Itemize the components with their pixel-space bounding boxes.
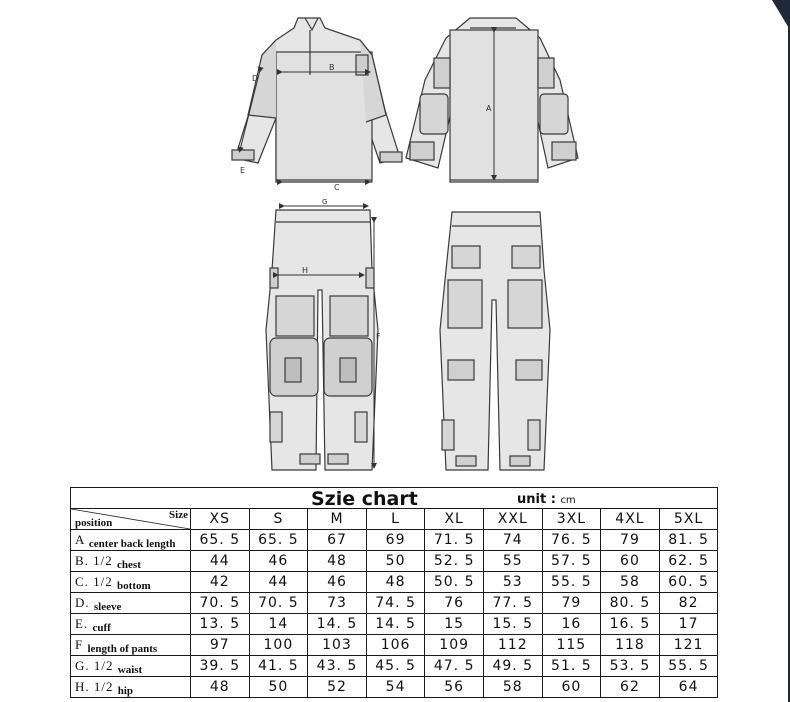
table-cell: 50 bbox=[366, 551, 425, 572]
table-cell: 118 bbox=[601, 635, 660, 656]
table-cell: 48 bbox=[191, 677, 250, 698]
size-header-xxl: XXL bbox=[483, 509, 542, 530]
row-label bbox=[71, 593, 191, 614]
table-cell: 79 bbox=[542, 593, 601, 614]
row-letter: H. 1/2 bbox=[75, 679, 118, 694]
table-cell: 74 bbox=[483, 530, 542, 551]
table-cell: 60. 5 bbox=[659, 572, 718, 593]
table-cell: 58 bbox=[601, 572, 660, 593]
table-row bbox=[71, 614, 718, 635]
table-cell: 79 bbox=[601, 530, 660, 551]
row-letter: F bbox=[75, 637, 88, 652]
unit-label bbox=[517, 492, 576, 507]
table-row bbox=[71, 551, 718, 572]
size-header-3xl: 3XL bbox=[542, 509, 601, 530]
table-cell: 103 bbox=[308, 635, 367, 656]
size-header-label: Size bbox=[169, 509, 188, 521]
corner-decoration bbox=[762, 0, 790, 702]
table-cell: 112 bbox=[483, 635, 542, 656]
row-description: chest bbox=[117, 559, 141, 571]
table-row bbox=[71, 656, 718, 677]
row-label bbox=[71, 614, 191, 635]
shirt-front-drawing bbox=[232, 18, 402, 182]
table-cell: 62 bbox=[601, 677, 660, 698]
table-cell: 81. 5 bbox=[659, 530, 718, 551]
table-row bbox=[71, 593, 718, 614]
position-header-label: position bbox=[75, 517, 113, 529]
table-cell: 46 bbox=[308, 572, 367, 593]
table-cell: 14 bbox=[249, 614, 308, 635]
table-cell: 14. 5 bbox=[366, 614, 425, 635]
table-cell: 58 bbox=[483, 677, 542, 698]
table-cell: 71. 5 bbox=[425, 530, 484, 551]
row-letter: C. 1/2 bbox=[75, 574, 118, 589]
header-row bbox=[71, 509, 718, 530]
row-description: cuff bbox=[92, 622, 111, 634]
table-cell: 70. 5 bbox=[249, 593, 308, 614]
row-label bbox=[71, 572, 191, 593]
row-label bbox=[71, 551, 191, 572]
table-cell: 115 bbox=[542, 635, 601, 656]
table-cell: 69 bbox=[366, 530, 425, 551]
size-header-s: S bbox=[249, 509, 308, 530]
pants-front-drawing bbox=[266, 210, 378, 470]
table-cell: 57. 5 bbox=[542, 551, 601, 572]
size-header-l: L bbox=[366, 509, 425, 530]
table-cell: 60 bbox=[601, 551, 660, 572]
table-cell: 14. 5 bbox=[308, 614, 367, 635]
table-cell: 41. 5 bbox=[249, 656, 308, 677]
table-cell: 109 bbox=[425, 635, 484, 656]
size-table bbox=[70, 487, 718, 698]
row-description: waist bbox=[117, 664, 143, 676]
diagram-label-c: C bbox=[334, 183, 340, 192]
table-cell: 50 bbox=[249, 677, 308, 698]
size-header-4xl: 4XL bbox=[601, 509, 660, 530]
table-cell: 55 bbox=[483, 551, 542, 572]
table-row bbox=[71, 530, 718, 551]
table-cell: 70. 5 bbox=[191, 593, 250, 614]
table-cell: 44 bbox=[191, 551, 250, 572]
table-cell: 43. 5 bbox=[308, 656, 367, 677]
table-cell: 50. 5 bbox=[425, 572, 484, 593]
table-cell: 97 bbox=[191, 635, 250, 656]
table-cell: 74. 5 bbox=[366, 593, 425, 614]
row-letter: B. 1/2 bbox=[75, 553, 118, 568]
row-description: hip bbox=[117, 685, 134, 697]
table-cell: 47. 5 bbox=[425, 656, 484, 677]
table-cell: 15. 5 bbox=[483, 614, 542, 635]
table-cell: 62. 5 bbox=[659, 551, 718, 572]
table-cell: 52. 5 bbox=[425, 551, 484, 572]
table-cell: 53 bbox=[483, 572, 542, 593]
table-cell: 17 bbox=[659, 614, 718, 635]
row-description: bottom bbox=[117, 580, 151, 592]
table-cell: 52 bbox=[308, 677, 367, 698]
table-cell: 39. 5 bbox=[191, 656, 250, 677]
row-description: length of pants bbox=[87, 643, 158, 655]
diagram-label-h: H bbox=[302, 266, 309, 275]
unit-text: unit : bbox=[517, 492, 556, 507]
size-header-xs: XS bbox=[191, 509, 250, 530]
diagram-label-f: F bbox=[376, 332, 381, 341]
table-cell: 77. 5 bbox=[483, 593, 542, 614]
table-cell: 55. 5 bbox=[542, 572, 601, 593]
table-cell: 45. 5 bbox=[366, 656, 425, 677]
table-cell: 48 bbox=[308, 551, 367, 572]
table-cell: 54 bbox=[366, 677, 425, 698]
row-description: sleeve bbox=[93, 601, 122, 613]
table-cell: 60 bbox=[542, 677, 601, 698]
table-cell: 82 bbox=[659, 593, 718, 614]
table-cell: 13. 5 bbox=[191, 614, 250, 635]
table-cell: 51. 5 bbox=[542, 656, 601, 677]
table-row bbox=[71, 572, 718, 593]
row-description: center back length bbox=[88, 538, 176, 550]
row-letter: G. 1/2 bbox=[75, 658, 118, 673]
table-cell: 56 bbox=[425, 677, 484, 698]
table-cell: 106 bbox=[366, 635, 425, 656]
table-cell: 44 bbox=[249, 572, 308, 593]
row-label bbox=[71, 656, 191, 677]
table-cell: 80. 5 bbox=[601, 593, 660, 614]
table-cell: 73 bbox=[308, 593, 367, 614]
row-letter: D. bbox=[75, 595, 94, 610]
table-cell: 55. 5 bbox=[659, 656, 718, 677]
row-letter: A bbox=[75, 532, 89, 547]
table-cell: 67 bbox=[308, 530, 367, 551]
table-cell: 16 bbox=[542, 614, 601, 635]
table-cell: 42 bbox=[191, 572, 250, 593]
table-cell: 46 bbox=[249, 551, 308, 572]
table-cell: 16. 5 bbox=[601, 614, 660, 635]
size-chart bbox=[70, 487, 720, 702]
pants-back-drawing bbox=[440, 212, 550, 470]
shirt-back-drawing bbox=[406, 18, 578, 182]
table-cell: 76. 5 bbox=[542, 530, 601, 551]
unit-value: cm bbox=[560, 495, 576, 506]
diagram-label-a: A bbox=[486, 104, 492, 113]
corner-cell bbox=[71, 509, 191, 530]
table-row bbox=[71, 677, 718, 698]
table-cell: 53. 5 bbox=[601, 656, 660, 677]
title-row bbox=[71, 488, 718, 509]
size-header-xl: XL bbox=[425, 509, 484, 530]
row-label bbox=[71, 635, 191, 656]
table-cell: 65. 5 bbox=[249, 530, 308, 551]
size-header-5xl: 5XL bbox=[659, 509, 718, 530]
table-row bbox=[71, 635, 718, 656]
table-cell: 100 bbox=[249, 635, 308, 656]
table-cell: 65. 5 bbox=[191, 530, 250, 551]
diagram-label-b: B bbox=[329, 63, 335, 72]
row-label bbox=[71, 677, 191, 698]
table-cell: 121 bbox=[659, 635, 718, 656]
size-header-m: M bbox=[308, 509, 367, 530]
row-letter: E. bbox=[75, 616, 93, 631]
diagram-label-g: G bbox=[322, 198, 328, 206]
chart-title: Szie chart bbox=[311, 488, 418, 509]
table-cell: 76 bbox=[425, 593, 484, 614]
row-label bbox=[71, 530, 191, 551]
table-cell: 15 bbox=[425, 614, 484, 635]
table-cell: 49. 5 bbox=[483, 656, 542, 677]
diagram-label-e: E bbox=[240, 166, 246, 175]
diagram-label-d: D bbox=[252, 74, 259, 83]
table-cell: 48 bbox=[366, 572, 425, 593]
table-cell: 64 bbox=[659, 677, 718, 698]
